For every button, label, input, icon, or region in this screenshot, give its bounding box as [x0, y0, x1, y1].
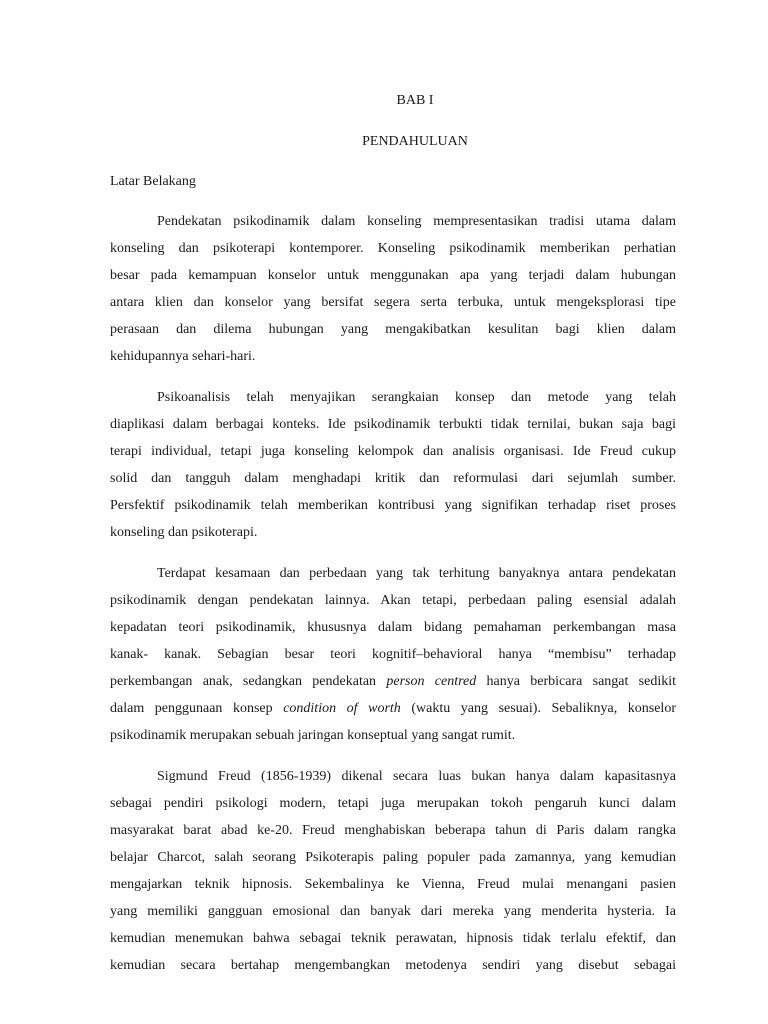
text-line: besar pada kemampuan konselor untuk menggunakan apa yang terjadi dalam hubungan [110, 268, 676, 283]
text-line: terapi individual, tetapi juga konseling kelompok dan analisis organisasi. Ide Freud cukup [110, 444, 676, 459]
text-line: solid dan tangguh dalam menghadapi kritik dan reformulasi dari sejumlah sumber. [110, 471, 676, 486]
paragraph [110, 763, 676, 979]
text-line: Psikoanalisis telah menyajikan serangkaian konsep dan metode yang telah [157, 390, 676, 405]
text-line [110, 668, 676, 695]
text-line: antara klien dan konselor yang bersifat segera serta terbuka, untuk mengeksplorasi tipe [110, 295, 676, 310]
text-line: konseling dan psikoterapi. [110, 525, 258, 540]
text-line: mengajarkan teknik hipnosis. Sekembalinya ke Vienna, Freud mulai menangani pasien [110, 877, 676, 892]
text-line: sebagai pendiri psikologi modern, tetapi juga merupakan tokoh pengaruh kunci dalam [110, 796, 676, 811]
text-line: diaplikasi dalam berbagai konteks. Ide psikodinamik terbukti tidak ternilai, bukan saja bagi [110, 417, 676, 432]
paragraph [110, 384, 676, 546]
text-line: psikodinamik dengan pendekatan lainnya. Akan tetapi, perbedaan paling esensial adalah [110, 593, 676, 608]
text-line: kehidupannya sehari-hari. [110, 349, 256, 364]
paragraph [110, 560, 676, 749]
text-run: (waktu yang sesuai). Sebaliknya, konselor [400, 701, 676, 716]
paragraph [110, 208, 676, 370]
text-line: kanak- kanak. Sebagian besar teori kognitif–behavioral hanya “membisu” terhadap [110, 647, 676, 662]
text-line: kepadatan teori psikodinamik, khususnya dalam bidang pemahaman perkembangan masa [110, 620, 676, 635]
text-line: Pendekatan psikodinamik dalam konseling mempresentasikan tradisi utama dalam [157, 214, 676, 229]
chapter-title: PENDAHULUAN [362, 134, 468, 149]
body-text [110, 208, 676, 993]
text-run: dalam penggunaan konsep [110, 701, 284, 716]
text-line: Terdapat kesamaan dan perbedaan yang tak terhitung banyaknya antara pendekatan [157, 566, 676, 581]
text-line: perasaan dan dilema hubungan yang mengakibatkan kesulitan bagi klien dalam [110, 322, 676, 337]
text-line: yang memiliki gangguan emosional dan banyak dari mereka yang menderita hysteria. Ia [110, 904, 676, 919]
text-line: psikodinamik merupakan sebuah jaringan konseptual yang sangat rumit. [110, 728, 516, 743]
text-line: Sigmund Freud (1856-1939) dikenal secara luas bukan hanya dalam kapasitasnya [157, 769, 676, 784]
italic-term: condition of worth [283, 701, 401, 716]
text-run: hanya berbicara sangat sedikit [476, 674, 677, 689]
text-line: kemudian menemukan bahwa sebagai teknik perawatan, hipnosis tidak terlalu efektif, dan [110, 931, 676, 946]
italic-term: person centred [386, 674, 477, 689]
section-heading: Latar Belakang [110, 174, 196, 189]
text-line [110, 695, 676, 722]
text-line: belajar Charcot, salah seorang Psikoterapis paling populer pada zamannya, yang kemudian [110, 850, 676, 865]
chapter-heading: BAB I [396, 93, 434, 108]
text-line: konseling dan psikoterapi kontemporer. Konseling psikodinamik memberikan perhatian [110, 241, 676, 256]
text-line: Persfektif psikodinamik telah memberikan kontribusi yang signifikan terhadap riset proses [110, 498, 676, 513]
text-line: masyarakat barat abad ke-20. Freud menghabiskan beberapa tahun di Paris dalam rangka [110, 823, 676, 838]
text-run: perkembangan anak, sedangkan pendekatan [110, 674, 387, 689]
text-line: kemudian secara bertahap mengembangkan metodenya sendiri yang disebut sebagai [110, 958, 676, 973]
